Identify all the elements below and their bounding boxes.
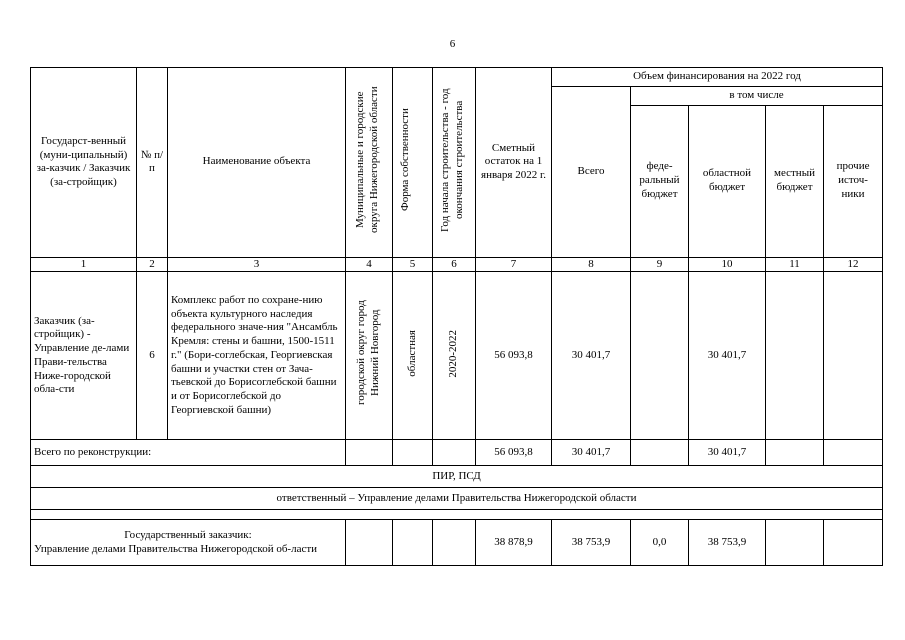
row-total-balance: 56 093,8 xyxy=(476,440,552,466)
section-title-row xyxy=(31,466,883,488)
column-number-8: 8 xyxy=(552,257,631,272)
row-state-total: 38 753,9 xyxy=(552,520,631,566)
row-main-ownership: областная xyxy=(405,330,418,377)
column-number-9: 9 xyxy=(631,257,689,272)
column-number-3: 3 xyxy=(168,257,346,272)
header-object-name: Наименование объекта xyxy=(168,68,346,258)
column-number-10: 10 xyxy=(689,257,766,272)
row-main-customer: Заказчик (за-стройщик) - Управление де-лами Прави-тельства Ниже-городской обла-сти xyxy=(31,272,137,440)
row-main-federal xyxy=(631,272,689,440)
header-years: Год начала строительства - год окончания строительства xyxy=(439,88,465,232)
section-responsible: ответственный – Управление делами Правительства Нижегородской области xyxy=(31,488,883,510)
header-federal: феде-ральный бюджет xyxy=(631,105,689,257)
column-number-6: 6 xyxy=(433,257,476,272)
header-ownership-cell xyxy=(393,68,433,258)
header-municipality-cell xyxy=(346,68,393,258)
row-main-ownership-cell xyxy=(393,272,433,440)
row-total-total: 30 401,7 xyxy=(552,440,631,466)
header-total: Всего xyxy=(552,86,631,257)
column-number-2: 2 xyxy=(137,257,168,272)
column-numbers-row xyxy=(31,257,883,272)
row-main-total: 30 401,7 xyxy=(552,272,631,440)
funding-table xyxy=(30,67,883,566)
header-municipality: Муниципальные и городские округа Нижегородской области xyxy=(354,86,380,234)
row-main-object-name: Комплекс работ по сохране-нию объекта культурного наследия федерального значе-ния "Ансамбль Кремля: стены и башни, 1500-1511 г." (Бори-соглебская, Георгиевская башни и участки стен от Зача-тьевской до Борисоглебской башни и от Борисоглебской до Георгиевской башни) xyxy=(168,272,346,440)
column-number-1: 1 xyxy=(31,257,137,272)
row-main-other xyxy=(824,272,883,440)
header-balance: Сметный остаток на 1 января 2022 г. xyxy=(476,68,552,258)
row-state-customer xyxy=(31,520,346,566)
row-total-label: Всего по реконструкции: xyxy=(31,440,346,466)
row-main-years: 2020-2022 xyxy=(447,329,460,378)
row-main-local xyxy=(766,272,824,440)
header-number: № п/п xyxy=(137,68,168,258)
row-state-customer-line2: Управление делами Правительства Нижегородской об-ласти xyxy=(34,542,318,555)
header-including: в том числе xyxy=(631,86,883,105)
section-title: ПИР, ПСД xyxy=(31,466,883,488)
column-number-7: 7 xyxy=(476,257,552,272)
row-main-municipality: городской округ город Нижний Новгород xyxy=(355,300,381,406)
header-regional: областной бюджет xyxy=(689,105,766,257)
header-row-1 xyxy=(31,68,883,87)
row-main-regional: 30 401,7 xyxy=(689,272,766,440)
row-main-number: 6 xyxy=(137,272,168,440)
section-responsible-row xyxy=(31,488,883,510)
header-ownership: Форма собственности xyxy=(398,108,411,212)
row-state-customer-line1: Государственный заказчик: xyxy=(124,529,252,541)
row-main-municipality-cell xyxy=(346,272,393,440)
row-state-federal: 0,0 xyxy=(631,520,689,566)
row-main-balance: 56 093,8 xyxy=(476,272,552,440)
row-main-years-cell xyxy=(433,272,476,440)
row-total-regional: 30 401,7 xyxy=(689,440,766,466)
table-row-state xyxy=(31,520,883,566)
table-row-total xyxy=(31,440,883,466)
table-row-main xyxy=(31,272,883,440)
page-number: 6 xyxy=(449,38,456,50)
header-other: прочие источ-ники xyxy=(824,105,883,257)
column-number-12: 12 xyxy=(824,257,883,272)
header-customer: Государст-венный (муни-ципальный) за-казчик / Заказчик (за-стройщик) xyxy=(31,68,137,258)
row-state-regional: 38 753,9 xyxy=(689,520,766,566)
header-local: местный бюджет xyxy=(766,105,824,257)
column-number-11: 11 xyxy=(766,257,824,272)
column-number-4: 4 xyxy=(346,257,393,272)
row-state-balance: 38 878,9 xyxy=(476,520,552,566)
header-funding-group: Объем финансирования на 2022 год xyxy=(552,68,883,87)
spacer-row xyxy=(31,510,883,520)
header-years-cell xyxy=(433,68,476,258)
column-number-5: 5 xyxy=(393,257,433,272)
